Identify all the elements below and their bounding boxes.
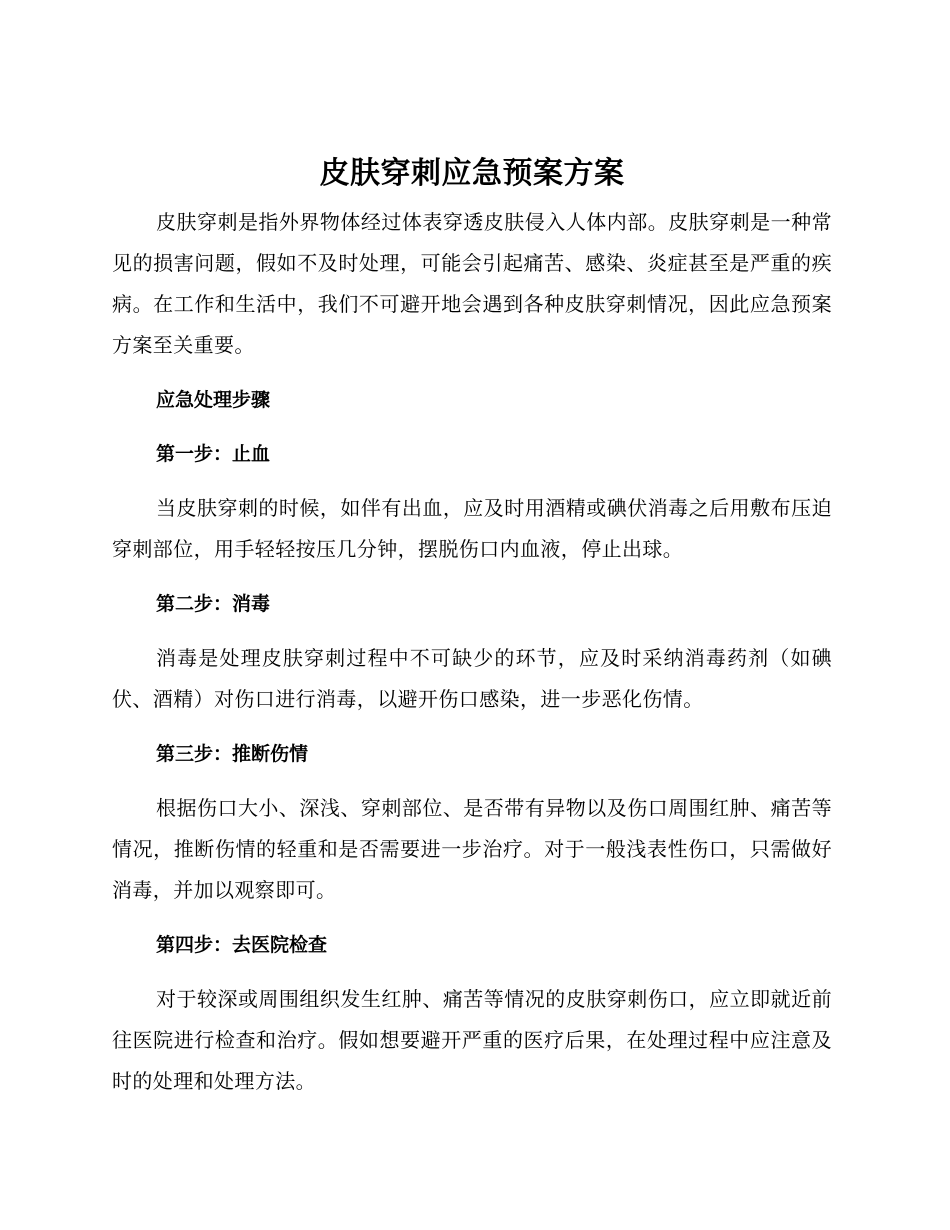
document-title: 皮肤穿刺应急预案方案 bbox=[319, 156, 625, 191]
step-2-heading: 第二步：消毒 bbox=[156, 593, 271, 615]
section-heading: 应急处理步骤 bbox=[156, 389, 271, 411]
step-1-heading: 第一步：止血 bbox=[156, 443, 271, 465]
step-3-body: 根据伤口大小、深浅、穿刺部位、是否带有异物以及伤口周围红肿、痛苦等情况，推断伤情的轻重和是否需要进一步治疗。对于一般浅表性伤口，只需做好消毒，并加以观察即可。 bbox=[112, 796, 832, 902]
intro-paragraph: 皮肤穿刺是指外界物体经过体表穿透皮肤侵入人体内部。皮肤穿刺是一种常见的损害问题，假如不及时处理，可能会引起痛苦、感染、炎症甚至是严重的疾病。在工作和生活中，我们不可避开地会遇到各种皮肤穿刺情况，因此应急预案方案至关重要。 bbox=[112, 210, 832, 357]
step-2-body: 消毒是处理皮肤穿刺过程中不可缺少的环节，应及时采纳消毒药剂（如碘伏、酒精）对伤口进行消毒，以避开伤口感染，进一步恶化伤情。 bbox=[112, 646, 832, 711]
step-4-body: 对于较深或周围组织发生红肿、痛苦等情况的皮肤穿刺伤口，应立即就近前往医院进行检查和治疗。假如想要避开严重的医疗后果，在处理过程中应注意及时的处理和处理方法。 bbox=[112, 987, 832, 1093]
step-3-heading: 第三步：推断伤情 bbox=[156, 743, 309, 765]
step-1-body: 当皮肤穿刺的时候，如伴有出血，应及时用酒精或碘伏消毒之后用敷布压迫穿刺部位，用手轻轻按压几分钟，摆脱伤口内血液，停止出球。 bbox=[112, 496, 832, 561]
step-4-heading: 第四步：去医院检查 bbox=[156, 934, 328, 956]
